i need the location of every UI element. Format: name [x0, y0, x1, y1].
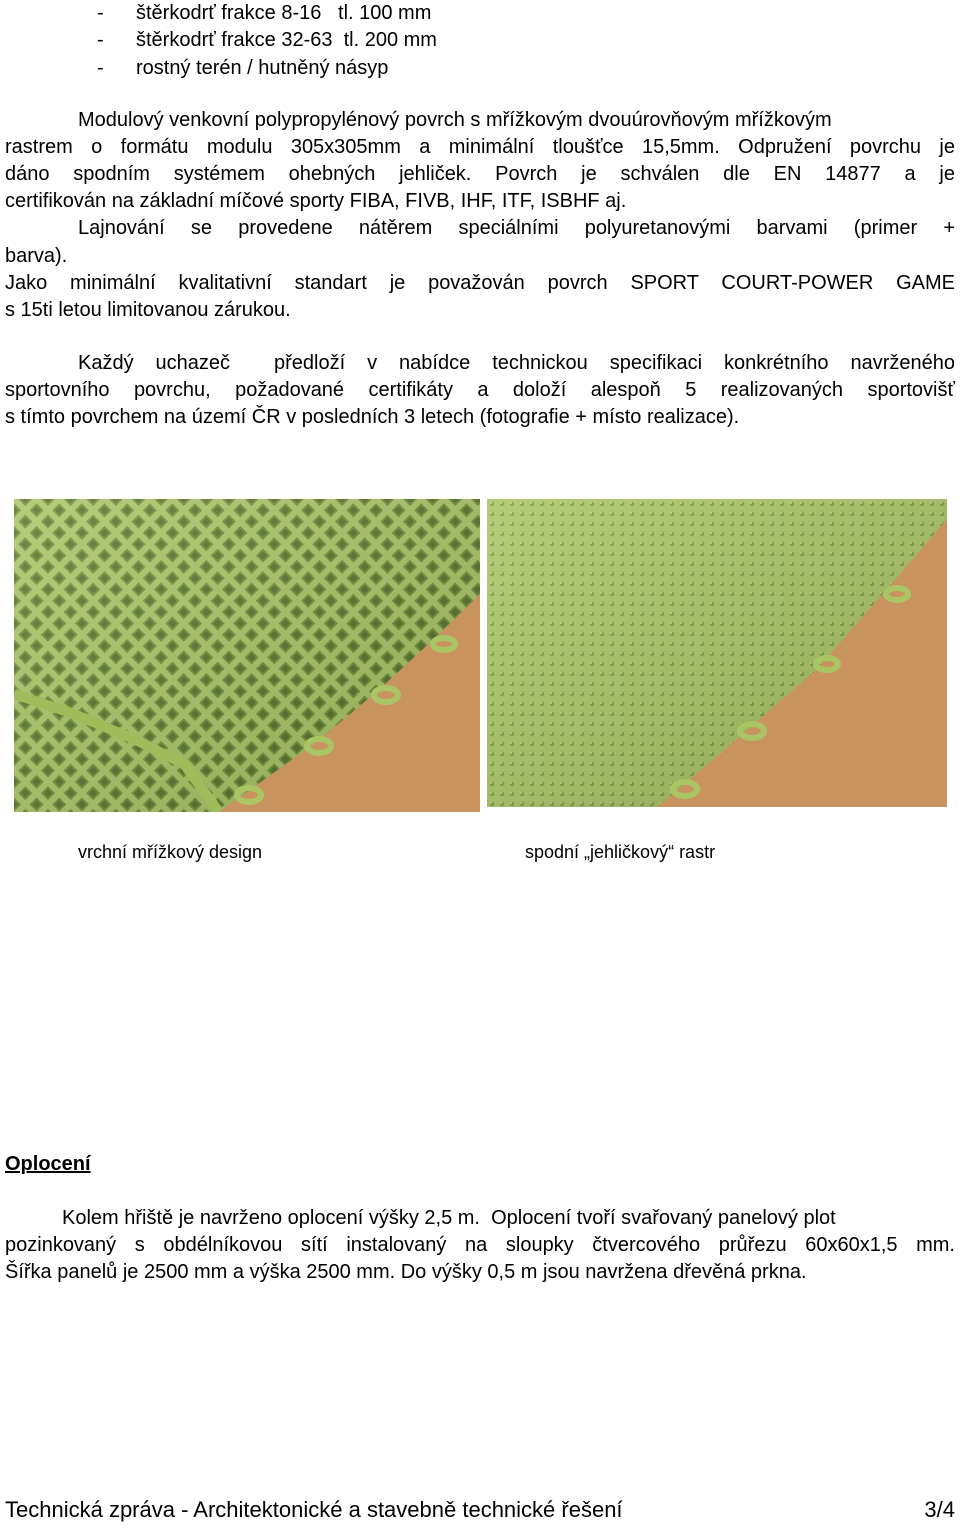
- para-line: barva).: [5, 245, 68, 267]
- list-dash: -: [97, 57, 104, 79]
- photo-top-grid-tile: [14, 499, 480, 812]
- footer-title: Technická zpráva - Architektonické a stavebně technické řešení: [5, 1497, 623, 1522]
- para-line: pozinkovaný s obdélníkovou sítí instalovaný na sloupky čtvercového průřezu 60x60x1,5 mm.: [5, 1234, 955, 1256]
- needle-tile-image: [487, 499, 947, 807]
- para-line: s tímto povrchem na území ČR v posledních 3 letech (fotografie + místo realizace).: [5, 406, 740, 428]
- list-dash: -: [97, 2, 104, 24]
- para-line: Lajnování se provedene nátěrem speciálními polyuretanovými barvami (primer +: [78, 217, 955, 239]
- para-line: Modulový venkovní polypropylénový povrch s mřížkovým dvouúrovňovým mřížkovým: [78, 109, 832, 131]
- photo-bottom-needle-tile: [487, 499, 947, 807]
- page-number: 3/4: [924, 1497, 955, 1522]
- caption-bottom-raster: spodní „jehličkový“ rastr: [525, 842, 716, 862]
- caption-top-design: vrchní mřížkový design: [78, 842, 263, 862]
- list-item: [97, 0, 432, 26]
- list-text: rostný terén / hutněný násyp: [136, 57, 389, 79]
- para-line: Jako minimální kvalitativní standart je považován povrch SPORT COURT-POWER GAME: [5, 272, 955, 294]
- para-line: Každý uchazeč předloží v nabídce technickou specifikaci konkrétního navrženého: [78, 352, 955, 374]
- list-dash: -: [97, 29, 104, 51]
- para-line: certifikován na základní míčové sporty FIBA, FIVB, IHF, ITF, ISBHF aj.: [5, 190, 627, 212]
- section-heading: Oplocení: [5, 1153, 91, 1175]
- list-item: [97, 55, 389, 81]
- grid-tile-image: [14, 499, 480, 812]
- para-line: Šířka panelů je 2500 mm a výška 2500 mm. Do výšky 0,5 m jsou navržena dřevěná prkna.: [5, 1261, 807, 1283]
- para-line: Kolem hřiště je navrženo oplocení výšky 2,5 m. Oplocení tvoří svařovaný panelový plot: [62, 1207, 836, 1229]
- para-line: rastrem o formátu modulu 305x305mm a minimální tloušťce 15,5mm. Odpružení povrchu je: [5, 136, 955, 158]
- list-text: štěrkodrť frakce 32-63 tl. 200 mm: [136, 29, 437, 51]
- para-line: s 15ti letou limitovanou zárukou.: [5, 299, 291, 321]
- list-text: štěrkodrť frakce 8-16 tl. 100 mm: [136, 2, 432, 24]
- list-item: [97, 27, 437, 53]
- para-line: sportovního povrchu, požadované certifikáty a doloží alespoň 5 realizovaných sportovišť: [5, 379, 955, 401]
- para-line: dáno spodním systémem ohebných jehliček. Povrch je schválen dle EN 14877 a je: [5, 163, 955, 185]
